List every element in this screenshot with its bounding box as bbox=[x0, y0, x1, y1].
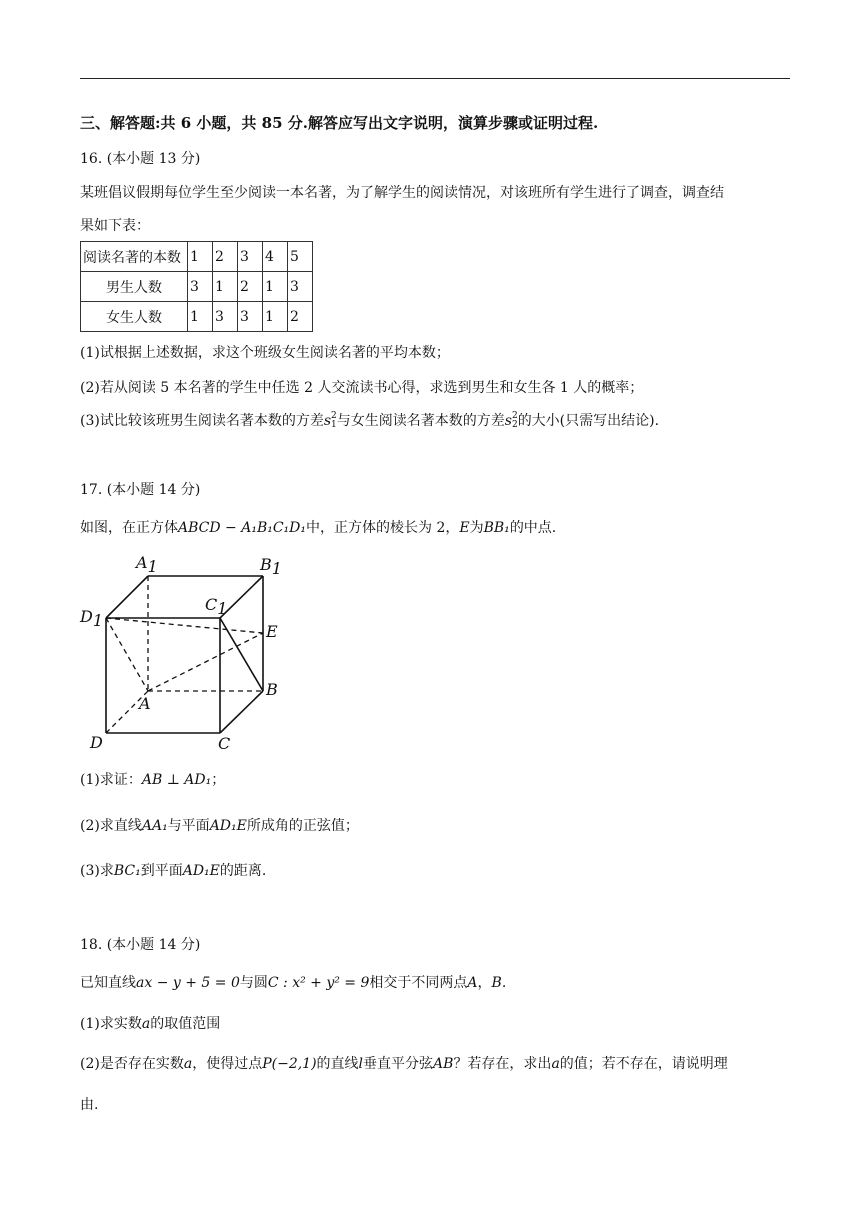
label-d: D bbox=[90, 733, 103, 752]
label-a: A bbox=[139, 694, 151, 713]
edge-cb bbox=[220, 691, 263, 733]
label-c1: C1 bbox=[205, 595, 228, 618]
reading-table bbox=[80, 241, 313, 332]
q16-stem-line1: 某班倡议假期每位学生至少阅读一本名著，为了解学生的阅读情况，对该班所有学生进行了调查，调查结 bbox=[80, 185, 724, 201]
cube-name: ABCD − A₁B₁C₁D₁ bbox=[178, 520, 307, 536]
q18-title: 18. (本小题 14 分) bbox=[80, 937, 201, 953]
q16-stem-line2: 果如下表： bbox=[80, 218, 150, 234]
table-cell: 2 bbox=[213, 242, 238, 272]
label-c: C bbox=[218, 734, 231, 753]
q18-part1: (1)求实数a的取值范围 bbox=[80, 1016, 221, 1032]
q18-part2: (2)是否存在实数a，使得过点P(−2,1)的直线l垂直平分弦AB？若存在，求出a的值；若不存在，请说明理 bbox=[80, 1056, 728, 1072]
table-cell: 1 bbox=[263, 302, 288, 332]
q17-stem: 如图，在正方体ABCD − A₁B₁C₁D₁中，正方体的棱长为 2，E为BB₁的中点. bbox=[80, 520, 557, 536]
table-cell: 1 bbox=[188, 242, 213, 272]
q16-part3-text-a: (3)试比较该班男生阅读名著本数的方差 bbox=[80, 413, 324, 429]
q16-part3 bbox=[80, 412, 659, 430]
q17-part2: (2)求直线AA₁与平面AD₁E所成角的正弦值； bbox=[80, 818, 359, 834]
table-cell: 5 bbox=[288, 242, 313, 272]
q17-part1: (1)求证：AB ⊥ AD₁； bbox=[80, 772, 226, 788]
table-cell: 3 bbox=[188, 272, 213, 302]
q16-part3-text-c: 的大小(只需写出结论). bbox=[517, 413, 660, 429]
q16-title: 16. (本小题 13 分) bbox=[80, 151, 201, 167]
table-cell: 4 bbox=[263, 242, 288, 272]
table-row bbox=[81, 272, 313, 302]
label-a1: A1 bbox=[136, 553, 158, 576]
table-cell: 2 bbox=[238, 272, 263, 302]
table-cell: 3 bbox=[238, 302, 263, 332]
q16-part1: (1)试根据上述数据，求这个班级女生阅读名著的平均本数； bbox=[80, 345, 450, 361]
header-rule bbox=[80, 78, 790, 79]
label-d1: D1 bbox=[80, 607, 104, 630]
table-cell: 1 bbox=[213, 272, 238, 302]
table-row bbox=[81, 242, 313, 272]
q16-part3-text-b: 与女生阅读名著本数的方差 bbox=[336, 413, 505, 429]
q17-title: 17. (本小题 14 分) bbox=[80, 482, 201, 498]
table-cell: 3 bbox=[238, 242, 263, 272]
table-cell: 1 bbox=[188, 302, 213, 332]
table-cell: 2 bbox=[288, 302, 313, 332]
row-label: 阅读名著的本数 bbox=[81, 242, 188, 272]
table-row bbox=[81, 302, 313, 332]
section-header: 三、解答题:共 6 小题，共 85 分.解答应写出文字说明，演算步骤或证明过程. bbox=[80, 114, 599, 132]
table-cell: 1 bbox=[263, 272, 288, 302]
q18-part2-line2: 由. bbox=[80, 1097, 99, 1113]
q18-stem: 已知直线ax − y + 5 = 0与圆C : x² + y² = 9相交于不同两点A，B. bbox=[80, 975, 507, 991]
edge-bb1: BB₁ bbox=[483, 520, 510, 536]
table-cell: 3 bbox=[288, 272, 313, 302]
row-label: 男生人数 bbox=[81, 272, 188, 302]
q16-part2: (2)若从阅读 5 本名著的学生中任选 2 人交流读书心得，求选到男生和女生各 1 人的概率； bbox=[80, 380, 644, 396]
point-e: E bbox=[459, 520, 470, 536]
label-e: E bbox=[266, 622, 278, 641]
s2-squared: s 2 2 bbox=[504, 411, 518, 430]
s1-squared: s 2 1 bbox=[323, 411, 337, 430]
cube-figure bbox=[78, 550, 298, 760]
edge-d1e bbox=[106, 618, 263, 633]
q17-part3: (3)求BC₁到平面AD₁E的距离. bbox=[80, 863, 267, 879]
edge-d1a bbox=[106, 618, 148, 691]
row-label: 女生人数 bbox=[81, 302, 188, 332]
edge-d1a1 bbox=[106, 576, 148, 618]
table-cell: 3 bbox=[213, 302, 238, 332]
label-b1: B1 bbox=[260, 555, 282, 578]
label-b: B bbox=[266, 680, 278, 699]
